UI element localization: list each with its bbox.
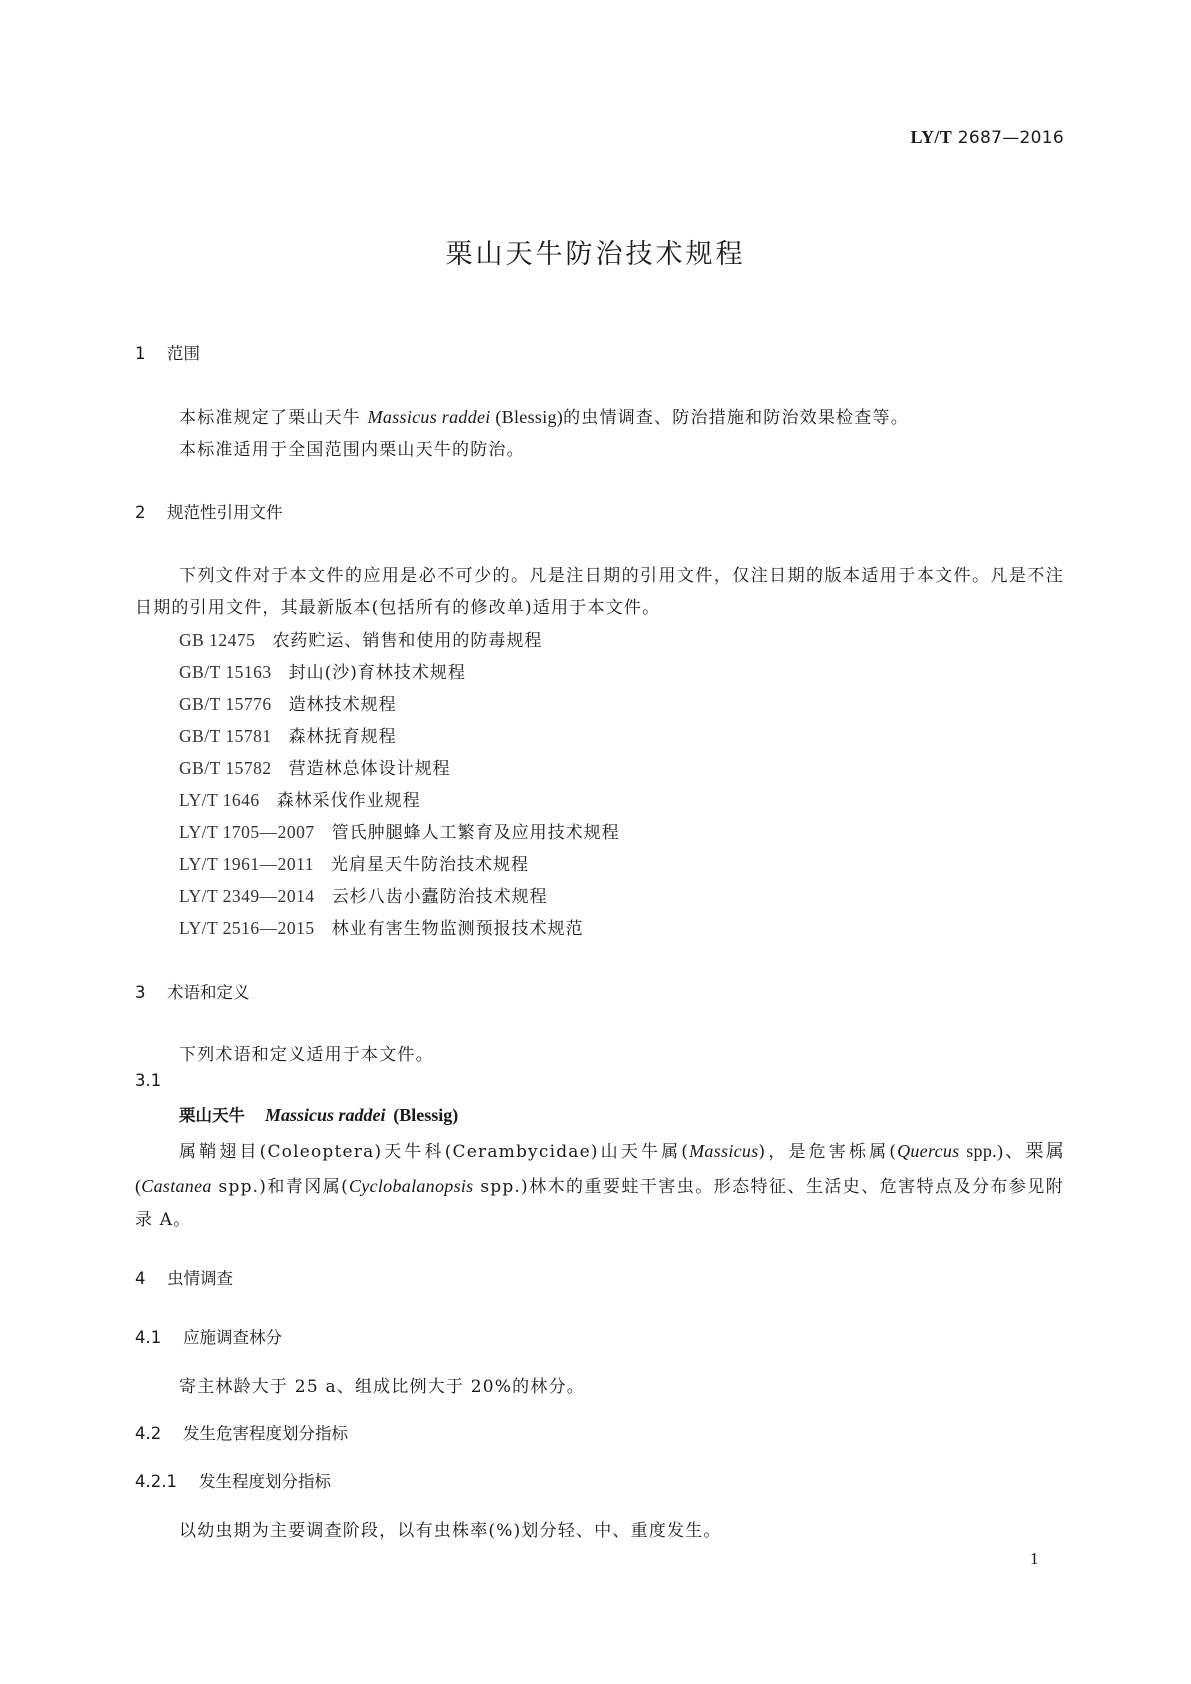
document-title: 栗山天牛防治技术规程 — [445, 239, 746, 270]
reference-item — [179, 882, 548, 907]
reference-item — [179, 754, 451, 779]
section-number: 3 — [135, 983, 146, 1002]
reference-code: LY/T 1705—2007 — [179, 822, 315, 842]
reference-item — [179, 626, 542, 651]
scope-paragraph-1 — [179, 403, 909, 428]
term-latin: Massicus raddei — [265, 1105, 386, 1125]
reference-item — [179, 850, 529, 875]
section-number: 4.2 — [135, 1424, 162, 1443]
reference-item — [179, 914, 584, 939]
text: 本标准规定了栗山天牛 — [179, 408, 368, 428]
reference-item — [179, 818, 620, 843]
term-number: 3.1 — [135, 1071, 162, 1090]
reference-item — [179, 786, 421, 811]
reference-title: 造林技术规程 — [288, 695, 397, 715]
term-definition — [135, 1135, 1064, 1238]
section-title: 应施调查林分 — [183, 1328, 282, 1347]
reference-title: 光肩星天牛防治技术规程 — [331, 855, 530, 875]
page-number: 1 — [1030, 1549, 1039, 1568]
text: spp.)和青冈属( — [211, 1176, 349, 1197]
text: 属鞘翅目(Coleoptera)天牛科(Cerambycidae)山天牛属( — [179, 1142, 690, 1162]
scope-paragraph-2: 本标准适用于全国范围内栗山天牛的防治。 — [179, 440, 525, 460]
terms-intro: 下列术语和定义适用于本文件。 — [179, 1045, 434, 1065]
reference-title: 云杉八齿小蠹防治技术规程 — [331, 887, 548, 907]
reference-code: GB 12475 — [179, 630, 256, 650]
section-title: 规范性引用文件 — [167, 503, 283, 522]
section-title: 虫情调查 — [167, 1269, 233, 1288]
term-heading — [179, 1102, 458, 1126]
reference-item — [179, 690, 397, 715]
section-number: 2 — [135, 503, 146, 522]
text: spp.)林木的重要蛀干害虫。形态特征、生活史、危害特点及分布参见附录 A。 — [135, 1176, 1064, 1230]
genus-name: Castanea — [141, 1175, 212, 1196]
section-4-1-heading — [135, 1324, 282, 1348]
reference-code: GB/T 15776 — [179, 694, 272, 714]
reference-title: 封山(沙)育林技术规程 — [288, 663, 466, 683]
author-name: (Blessig) — [490, 407, 564, 427]
reference-title: 林业有害生物监测预报技术规范 — [331, 919, 584, 939]
standard-prefix: LY/T — [910, 127, 953, 147]
genus-name: Massicus — [689, 1141, 759, 1161]
reference-code: LY/T 2516—2015 — [179, 918, 315, 938]
text: spp.)、栗属( — [135, 1141, 1064, 1196]
section-4-1-text: 寄主林龄大于 25 a、组成比例大于 20%的林分。 — [179, 1377, 585, 1397]
section-4-heading — [135, 1265, 233, 1289]
section-title: 术语和定义 — [167, 983, 250, 1002]
reference-title: 营造林总体设计规程 — [288, 759, 451, 779]
reference-item — [179, 722, 397, 747]
section-title: 范围 — [167, 344, 200, 363]
reference-item — [179, 658, 466, 683]
genus-name: Quercus — [897, 1141, 960, 1161]
reference-title: 管氏肿腿蜂人工繁育及应用技术规程 — [331, 823, 620, 843]
section-number: 4 — [135, 1269, 146, 1288]
references-intro: 下列文件对于本文件的应用是必不可少的。凡是注日期的引用文件，仅注日期的版本适用于本文件。凡是不注日期的引用文件，其最新版本(包括所有的修改单)适用于本文件。 — [135, 566, 1064, 618]
text: 的虫情调查、防治措施和防治效果检查等。 — [563, 408, 909, 428]
standard-number: 2687—2016 — [957, 128, 1064, 148]
standard-code — [910, 127, 1064, 148]
reference-code: LY/T 1961—2011 — [179, 854, 315, 874]
section-4-2-1-heading — [135, 1468, 331, 1492]
reference-code: GB/T 15782 — [179, 758, 272, 778]
reference-code: LY/T 2349—2014 — [179, 886, 315, 906]
genus-name: Cyclobalanopsis — [348, 1175, 474, 1196]
reference-title: 农药贮运、销售和使用的防毒规程 — [272, 631, 543, 651]
section-2-heading — [135, 499, 283, 523]
section-number: 4.2.1 — [135, 1472, 177, 1491]
species-name: Massicus raddei — [367, 407, 491, 427]
reference-title: 森林采伐作业规程 — [276, 791, 421, 811]
term-chinese: 栗山天牛 — [179, 1106, 245, 1125]
section-4-2-1-text: 以幼虫期为主要调查阶段，以有虫株率(%)划分轻、中、重度发生。 — [179, 1521, 722, 1541]
section-1-heading — [135, 340, 200, 364]
term-author: (Blessig) — [393, 1105, 459, 1125]
section-4-2-heading — [135, 1420, 348, 1444]
reference-code: LY/T 1646 — [179, 790, 260, 810]
section-number: 4.1 — [135, 1328, 162, 1347]
section-number: 1 — [135, 344, 146, 363]
text: )，是危害栎属( — [758, 1142, 898, 1162]
reference-title: 森林抚育规程 — [288, 727, 397, 747]
reference-code: GB/T 15163 — [179, 662, 272, 682]
reference-code: GB/T 15781 — [179, 726, 272, 746]
section-title: 发生程度划分指标 — [199, 1472, 331, 1491]
section-title: 发生危害程度划分指标 — [183, 1424, 348, 1443]
section-3-heading — [135, 979, 250, 1003]
